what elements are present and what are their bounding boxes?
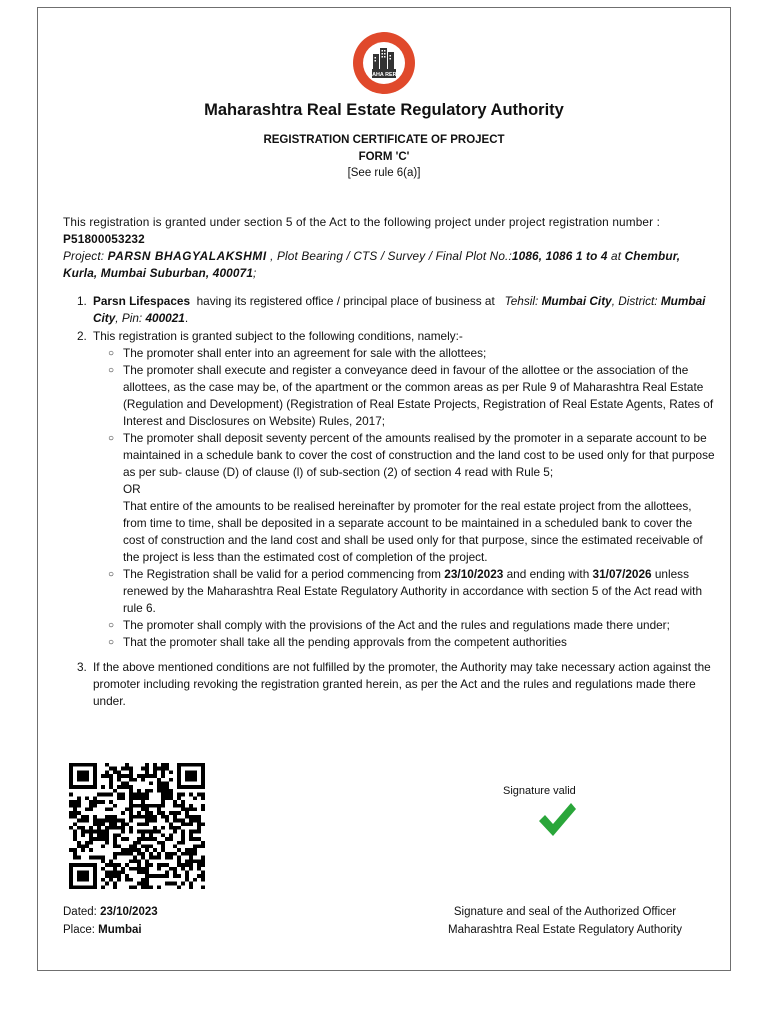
item-2-text: This registration is granted subject to the following conditions, namely:- [93, 329, 463, 343]
start-date: 23/10/2023 [444, 567, 504, 581]
date-place-block [63, 903, 158, 939]
condition-text: The promoter shall execute and register a conveyance deed in favour of the allottee or the association of the allottees, as the case may be, of the apartment or the common areas as per Rule 9 of Maharashtra Real Estate (Regulation and Development) (Registration of Real Estate Projects, Registration of Real Estate Agents, Rates of Interest and Disclosures on Website) Rules, 2017; [123, 363, 714, 428]
condition-text: and ending with [503, 567, 593, 581]
end-date: 31/07/2026 [592, 567, 652, 581]
pin-label: , Pin: [115, 311, 146, 325]
item-1-body: having its registered office / principal place of business at [190, 294, 505, 308]
maharera-logo [352, 31, 416, 95]
condition-text: unless renewed by the Maharashtra Real Estate Regulatory Authority in accordance with section 5 of the Act read with rule 6. [123, 567, 703, 615]
intro-section [63, 214, 713, 282]
promoter-name: Parsn Lifespaces [93, 294, 191, 308]
item-1-end: . [184, 311, 189, 325]
bullet-icon: ○ [108, 348, 115, 359]
item-1-text [93, 293, 713, 327]
condition-item [108, 362, 715, 430]
conditions-list [108, 345, 715, 651]
district-label: , District: [611, 294, 661, 308]
place-label: Place: [63, 924, 99, 936]
project-name: PARSN BHAGYALAKSHMI [107, 249, 267, 263]
signature-valid-label: Signature valid [503, 785, 576, 797]
tehsil-label: Tehsil: [504, 294, 542, 308]
dated-label: Dated: [63, 906, 101, 918]
form-label: FORM 'C' [358, 151, 410, 163]
intro-line: This registration is granted under section 5 of the Act to the following project under project registration number : [63, 215, 661, 229]
bullet-icon: ○ [108, 637, 115, 648]
condition-item [108, 634, 715, 651]
plot-label: , Plot Bearing / CTS / Survey / Final Plot No.: [266, 249, 512, 263]
signature-line-2: Maharashtra Real Estate Regulatory Authority [448, 924, 682, 936]
at-label: at [607, 249, 625, 263]
bullet-icon: ○ [108, 569, 115, 580]
logo-text: MAHA RERA [367, 72, 401, 78]
place-value: Mumbai [98, 924, 142, 936]
condition-item [108, 617, 715, 634]
project-end: ; [253, 266, 257, 280]
condition-text: That entire of the amounts to be realised hereinafter by promoter for the real estate project from the allottees, from time to time, shall be deposited in a separate account to be maintained in a scheduled bank to cover the cost of construction and the land cost and shall be used only for that purpose, since the estimated receivable of the project is less than the estimated cost of completion of the project. [123, 499, 703, 564]
condition-item [108, 566, 715, 617]
tehsil-value: Mumbai City [541, 294, 612, 308]
checkmark-icon [536, 799, 578, 839]
condition-text: The promoter shall enter into an agreement for sale with the allottees; [123, 346, 487, 360]
project-line [63, 248, 713, 282]
condition-item [108, 430, 715, 566]
condition-text: The promoter shall deposit seventy percent of the amounts realised by the promoter in a separate account to be maintained in a schedule bank to cover the cost of construction and the land cost to be used only for that purpose as per sub- clause (D) of clause (l) of sub-section (2) of section 4 read with Rule 5; [123, 431, 715, 479]
item-2-number: 2. [77, 329, 87, 343]
item-1-number: 1. [77, 294, 87, 308]
authority-title: Maharashtra Real Estate Regulatory Authority [204, 101, 564, 119]
item-3-number: 3. [77, 660, 87, 674]
rule-reference: [See rule 6(a)] [347, 167, 421, 179]
project-label: Project: [63, 249, 108, 263]
pin-value: 400021 [145, 311, 185, 325]
dated-line [63, 903, 158, 921]
condition-or: OR [123, 482, 141, 496]
plot-number: 1086, 1086 1 to 4 [511, 249, 608, 263]
signature-block [430, 903, 700, 939]
bullet-icon: ○ [108, 620, 115, 631]
condition-text: That the promoter shall take all the pending approvals from the competent authorities [123, 635, 567, 649]
condition-text: The promoter shall comply with the provisions of the Act and the rules and regulations made there under; [123, 618, 670, 632]
bullet-icon: ○ [108, 365, 115, 376]
item-3-text: If the above mentioned conditions are not fulfilled by the promoter, the Authority may take necessary action against the promoter including revoking the registration granted herein, as per the Act and the rules and regulations made there under. [93, 660, 711, 708]
qr-code-icon [69, 763, 205, 889]
bullet-icon: ○ [108, 433, 115, 444]
registration-number: P51800053232 [63, 232, 145, 246]
certificate-title: REGISTRATION CERTIFICATE OF PROJECT [263, 134, 505, 146]
project-location: Chembur, Kurla, Mumbai Suburban, 400071 [63, 249, 681, 280]
condition-text: The Registration shall be valid for a period commencing from [123, 567, 445, 581]
district-value: Mumbai City [93, 294, 706, 325]
condition-item [108, 345, 715, 362]
place-line [63, 921, 158, 939]
signature-line-1: Signature and seal of the Authorized Officer [453, 906, 677, 918]
dated-value: 23/10/2023 [100, 906, 158, 918]
